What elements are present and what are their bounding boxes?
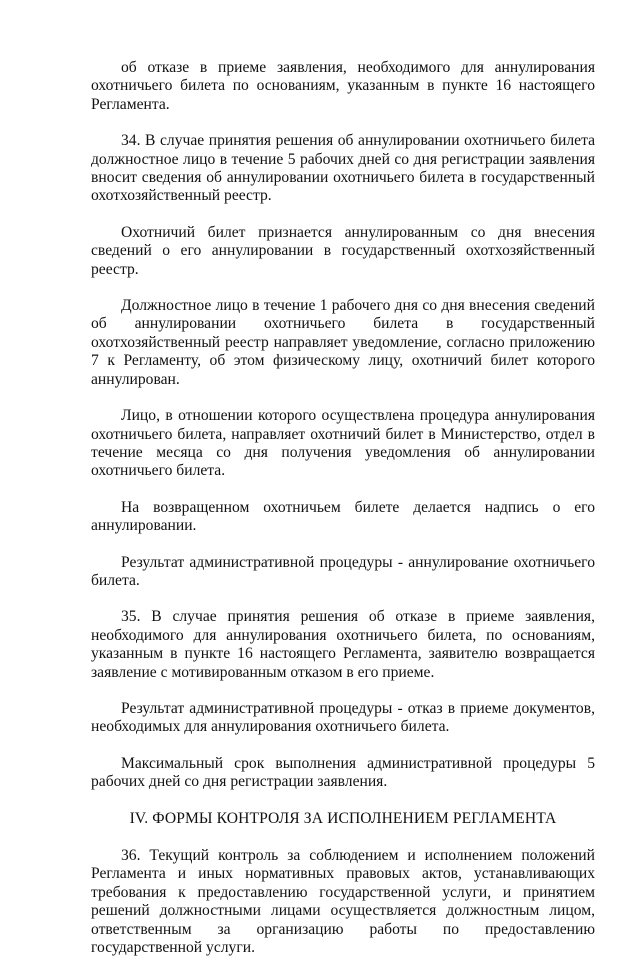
document-page [91, 59, 595, 975]
paragraph-35: 35. В случае принятия решения об отказе в приеме заявления, необходимого для аннулирования охотничьего билета, по основаниям, указанным в пункте 16 настоящего Регламента, заявителю возвращается заявление с мотивированным отказом в его приеме. [91, 608, 595, 681]
paragraph-inscription: На возвращенном охотничьем билете делается надпись о его аннулировании. [91, 498, 595, 535]
paragraph-max-term: Максимальный срок выполнения административной процедуры 5 рабочих дней со дня регистрации заявления. [91, 754, 595, 791]
paragraph-return-ticket: Лицо, в отношении которого осуществлена процедура аннулирования охотничьего билета, направляет охотничий билет в Министерство, отдел в течение месяца со дня получения уведомления об аннулировании охотничьего билета. [91, 407, 595, 480]
paragraph-result-annulment: Результат административной процедуры - аннулирование охотничьего билета. [91, 553, 595, 589]
paragraph-result-refusal: Результат административной процедуры - отказ в приеме документов, необходимых для аннулирования охотничьего билета. [91, 699, 595, 736]
paragraph-annulled-date: Охотничий билет признается аннулированным со дня внесения сведений о его аннулировании в государственный охотхозяйственный реестр. [91, 223, 595, 278]
paragraph-notification: Должностное лицо в течение 1 рабочего дня со дня внесения сведений об аннулировании охотничьего билета в государственный охотхозяйственный реестр направляет уведомление, согласно приложению 7 к Регламенту, об этом физическому лицу, охотничий билет которого аннулирован. [91, 297, 595, 388]
section-heading: IV. ФОРМЫ КОНТРОЛЯ ЗА ИСПОЛНЕНИЕМ РЕГЛАМЕНТА [129, 809, 557, 827]
paragraph-36: 36. Текущий контроль за соблюдением и исполнением положений Регламента и иных нормативных правовых актов, устанавливающих требования к предоставлению государственной услуги, и принятием решений должностными лицами осуществляется должностным лицом, ответственным за организацию работы по предоставлению государственной услуги. [91, 847, 595, 957]
paragraph-34: 34. В случае принятия решения об аннулировании охотничьего билета должностное лицо в течение 5 рабочих дней со дня регистрации заявления вносит сведения об аннулировании охотничьего билета в государственный охотхозяйственный реестр. [91, 132, 595, 205]
paragraph-continuation: об отказе в приеме заявления, необходимого для аннулирования охотничьего билета по основаниям, указанным в пункте 16 настоящего Регламента. [91, 59, 595, 113]
